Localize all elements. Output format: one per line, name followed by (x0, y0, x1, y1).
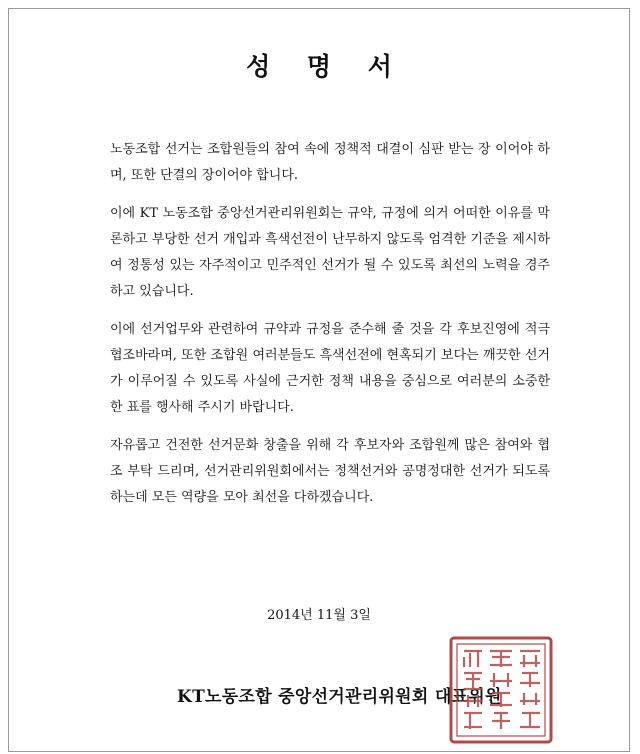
document-page (8, 8, 630, 752)
signer-line: KT노동조합 중앙선거관리위원회 대표위원 (177, 687, 502, 707)
official-seal-icon (448, 635, 554, 745)
paragraph-2: 이에 KT 노동조합 중앙선거관리위원회는 규약, 규정에 의거 어떠한 이유를 막론하고 부당한 선거 개입과 흑색선전이 난무하지 않도록 엄격한 기준을 제시하여 정통성 있는 자주적이고 민주적인 선거가 될 수 있도록 최선의 노력을 경주하고 있습니다. (110, 206, 550, 299)
statement-body (110, 137, 550, 523)
paragraph-1: 노동조합 선거는 조합원들의 참여 속에 정책적 대결이 심판 받는 장 이어야 하며, 또한 단결의 장이어야 합니다. (110, 142, 550, 183)
paragraph-4: 자유롭고 건전한 선거문화 창출을 위해 각 후보자와 조합원께 많은 참여와 협조 부탁 드리며, 선거관리위원회에서는 정책선거와 공명정대한 선거가 되도록 하는데 모든 역량을 모아 최선을 다하겠습니다. (110, 438, 550, 505)
paragraph-3: 이에 선거업무와 관련하여 규약과 규정을 준수해 줄 것을 각 후보진영에 적극 협조바라며, 또한 조합원 여러분들도 흑색선전에 현혹되기 보다는 깨끗한 선거가 이루어질 수 있도록 사실에 근거한 정책 내용을 중심으로 여러분의 소중한 한 표를 행사해 주시기 바랍니다. (110, 322, 550, 415)
document-date: 2014년 11월 3일 (267, 608, 371, 623)
document-title: 성 명 서 (246, 52, 406, 81)
